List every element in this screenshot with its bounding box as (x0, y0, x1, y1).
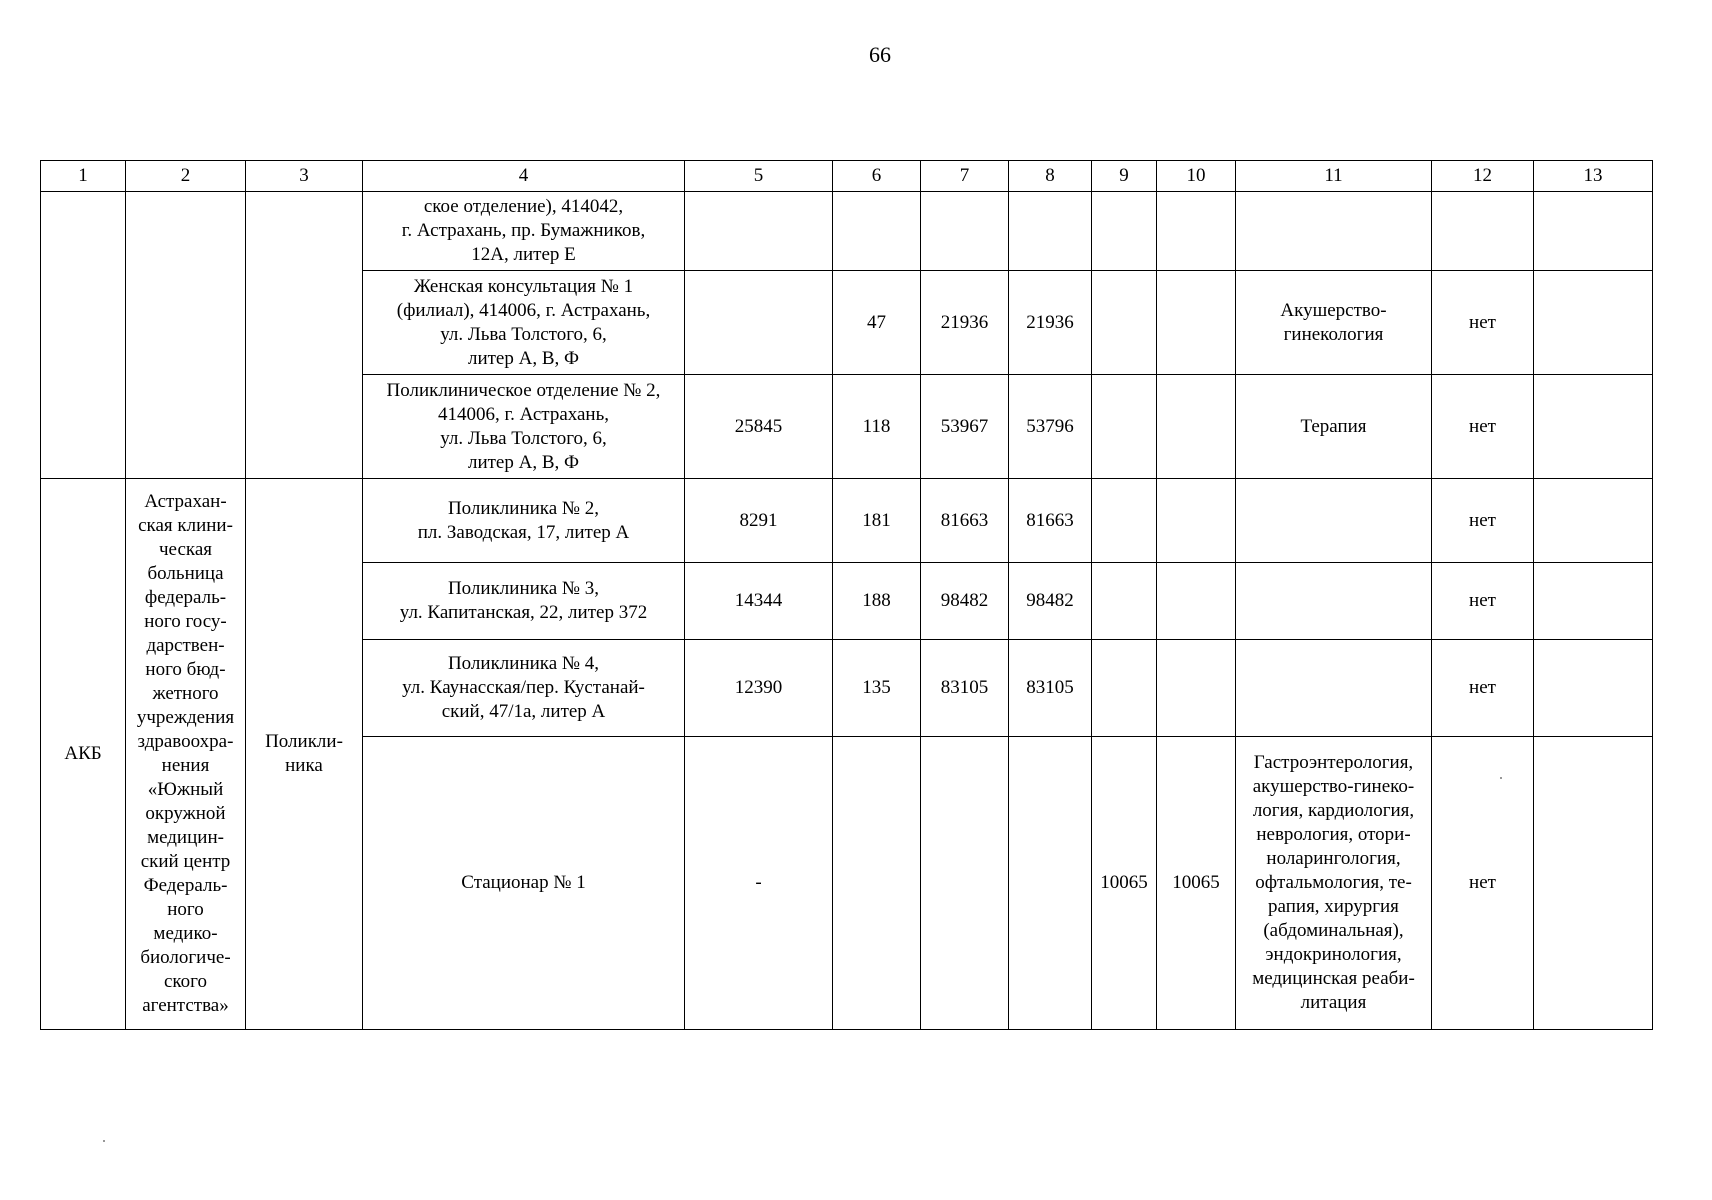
cell-empty (685, 192, 833, 271)
cell-value: нет (1432, 271, 1534, 375)
col-number-10: 10 (1157, 161, 1236, 192)
cell-empty (1157, 639, 1236, 736)
cell-value: 118 (833, 375, 921, 479)
cell-empty (1157, 479, 1236, 563)
cell-empty (1157, 271, 1236, 375)
cell-value: 47 (833, 271, 921, 375)
cell-empty (1534, 375, 1653, 479)
cell-empty (685, 271, 833, 375)
profile-cell: Акушерство- гинекология (1236, 271, 1432, 375)
cell-value: 25845 (685, 375, 833, 479)
profile-cell: Терапия (1236, 375, 1432, 479)
cell-empty (1236, 563, 1432, 639)
cell-value: 98482 (1009, 563, 1092, 639)
cell-value: 81663 (921, 479, 1009, 563)
cell-value: 10065 (1092, 736, 1157, 1029)
cell-value: - (685, 736, 833, 1029)
cell-value: нет (1432, 479, 1534, 563)
cell-empty (1092, 479, 1157, 563)
cell-value: 188 (833, 563, 921, 639)
col-number-3: 3 (246, 161, 363, 192)
cell-empty (1236, 639, 1432, 736)
cell-value: нет (1432, 736, 1534, 1029)
cell-empty (1157, 563, 1236, 639)
cell-value: 10065 (1157, 736, 1236, 1029)
cell-value: 14344 (685, 563, 833, 639)
col-number-2: 2 (126, 161, 246, 192)
cell-empty (1534, 271, 1653, 375)
cell-value: 81663 (1009, 479, 1092, 563)
cell-empty (833, 192, 921, 271)
scan-speck (103, 1140, 105, 1142)
cell-value: 8291 (685, 479, 833, 563)
col-number-6: 6 (833, 161, 921, 192)
col-number-9: 9 (1092, 161, 1157, 192)
col-number-12: 12 (1432, 161, 1534, 192)
page-number: 66 (869, 42, 891, 67)
cell-value: 83105 (1009, 639, 1092, 736)
col-number-13: 13 (1534, 161, 1653, 192)
cell-empty (1534, 479, 1653, 563)
table-row (41, 192, 1653, 271)
col-number-5: 5 (685, 161, 833, 192)
register-table (40, 160, 1653, 1030)
cell-value: 135 (833, 639, 921, 736)
cell-empty (1009, 192, 1092, 271)
cell-value: 53796 (1009, 375, 1092, 479)
cell-empty (1092, 563, 1157, 639)
cell-empty (41, 192, 126, 479)
organization-name: Астрахан- ская клини- ческая больница федераль- ного госу- дарствен- ного бюд- жетного учреждения здравоохра- нения «Южный окружной медицин- ский центр Федераль- ного медико- биологиче- ского агентства» (126, 479, 246, 1030)
cell-empty (1236, 192, 1432, 271)
facility-address: Женская консультация № 1 (филиал), 414006, г. Астрахань, ул. Льва Толстого, 6, литер А, В, Ф (363, 271, 685, 375)
cell-empty (921, 736, 1009, 1029)
cell-empty (1009, 736, 1092, 1029)
cell-empty (1534, 192, 1653, 271)
cell-empty (1534, 736, 1653, 1029)
cell-empty (246, 192, 363, 479)
facility-address: Стационар № 1 (363, 736, 685, 1029)
cell-empty (126, 192, 246, 479)
col-number-8: 8 (1009, 161, 1092, 192)
facility-address: ское отделение), 414042, г. Астрахань, пр. Бумажников, 12А, литер Е (363, 192, 685, 271)
cell-empty (921, 192, 1009, 271)
facility-address: Поликлиника № 4, ул. Каунасская/пер. Кустанай- ский, 47/1а, литер А (363, 639, 685, 736)
profile-cell: Гастроэнтерология, акушерство-гинеко- логия, кардиология, неврология, отори- ноларингология, офтальмология, те- рапия, хирургия (абдоминальная), эндокринология, медицинская реаби- литация (1236, 736, 1432, 1029)
table-row (41, 479, 1653, 563)
cell-empty (1432, 192, 1534, 271)
facility-address: Поликлиническое отделение № 2, 414006, г. Астрахань, ул. Льва Толстого, 6, литер А, В, Ф (363, 375, 685, 479)
cell-value: нет (1432, 375, 1534, 479)
cell-value: 12390 (685, 639, 833, 736)
col-number-4: 4 (363, 161, 685, 192)
cell-value: 53967 (921, 375, 1009, 479)
cell-empty (1157, 375, 1236, 479)
cell-empty (1092, 639, 1157, 736)
facility-address: Поликлиника № 3, ул. Капитанская, 22, литер 372 (363, 563, 685, 639)
cell-value: 98482 (921, 563, 1009, 639)
header-row (41, 161, 1653, 192)
cell-empty (1092, 271, 1157, 375)
scan-speck (1500, 777, 1502, 779)
cell-value: 83105 (921, 639, 1009, 736)
cell-empty (1236, 479, 1432, 563)
cell-empty (833, 736, 921, 1029)
col-number-7: 7 (921, 161, 1009, 192)
cell-value: 181 (833, 479, 921, 563)
col-number-11: 11 (1236, 161, 1432, 192)
cell-value: нет (1432, 639, 1534, 736)
organization-code: АКБ (41, 479, 126, 1030)
cell-value: 21936 (921, 271, 1009, 375)
cell-empty (1092, 375, 1157, 479)
cell-empty (1092, 192, 1157, 271)
cell-empty (1534, 563, 1653, 639)
cell-value: нет (1432, 563, 1534, 639)
facility-address: Поликлиника № 2, пл. Заводская, 17, литер А (363, 479, 685, 563)
facility-type: Поликли- ника (246, 479, 363, 1030)
col-number-1: 1 (41, 161, 126, 192)
cell-empty (1534, 639, 1653, 736)
cell-empty (1157, 192, 1236, 271)
cell-value: 21936 (1009, 271, 1092, 375)
